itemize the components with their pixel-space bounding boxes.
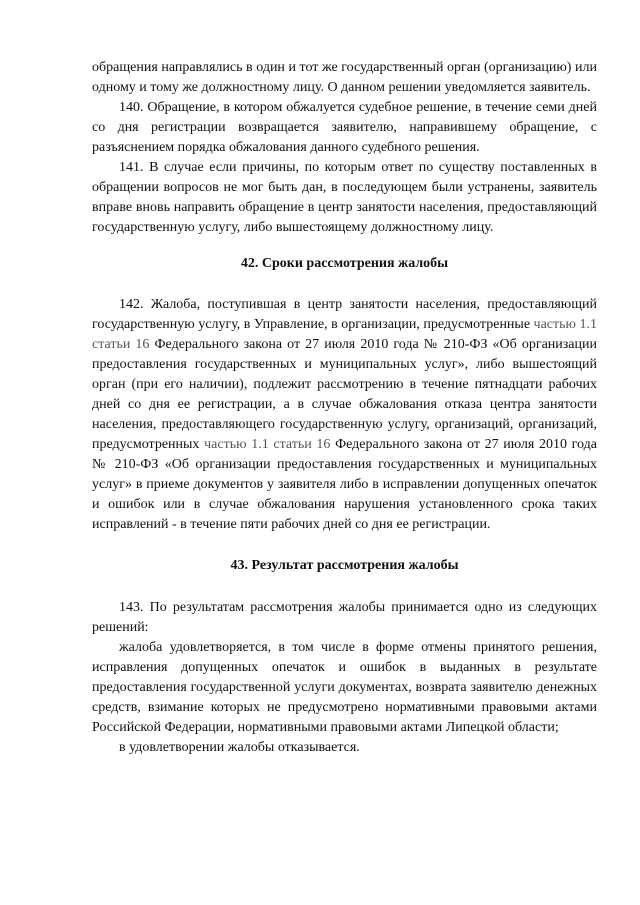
section-heading-43: 43. Результат рассмотрения жалобы: [230, 558, 459, 573]
paragraph-continued: обращения направлялись в один и тот же государственный орган (организацию) или одному и тому же должностному лицу. О данном решении уведомляется заявитель.: [92, 60, 597, 95]
law-reference-link-1[interactable]: частью 1.1 статьи 16: [92, 317, 597, 352]
paragraph-141: 141. В случае если причины, по которым ответ по существу поставленных в обращении вопросов не мог быть дан, в последующем были устранены, заявитель вправе вновь направить обращение в центр занятости населения, предоставляющий государственную услугу, либо вышестоящему должностному лицу.: [92, 160, 597, 235]
paragraph-143-option-1: жалоба удовлетворяется, в том числе в форме отмены принятого решения, исправления допущенных опечаток и ошибок в выданных в результате предоставления государственной услуги документах, возврата заявителю денежных средств, взимание которых не предусмотрено нормативными правовыми актами Российской Федерации, нормативными правовыми актами Липецкой области;: [92, 640, 597, 735]
paragraph-140: 140. Обращение, в котором обжалуется судебное решение, в течение семи дней со дня регистрации возвращается заявителю, направившему обращение, с разъяснением порядка обжалования данного судебного решения.: [92, 100, 597, 155]
paragraph-142-text-c: Федерального закона от 27 июля 2010 года № 210-ФЗ «Об организации предоставления государственных и муниципальных услуг» в приеме документов у заявителя либо в исправлении допущенных опечаток и ошибок или в случае обжалования нарушения установленного срока таких исправлений - в течение пяти рабочих дней со дня ее регистрации.: [92, 437, 597, 532]
paragraph-142-text-a: 142. Жалоба, поступившая в центр занятости населения, предоставляющий государственную услугу, в Управление, в организации, предусмотренные: [92, 297, 597, 332]
document-page: [92, 58, 597, 758]
section-heading-42: 42. Сроки рассмотрения жалобы: [240, 256, 449, 271]
paragraph-143: 143. По результатам рассмотрения жалобы принимается одно из следующих решений:: [92, 600, 597, 635]
paragraph-142-text-b: Федерального закона от 27 июля 2010 года № 210-ФЗ «Об организации предоставления государственных и муниципальных услуг», либо вышестоящий орган (при его наличии), подлежит рассмотрению в течение пятнадцати рабочих дней со дня ее регистрации, а в случае обжалования отказа центра занятости населения, предоставляющего государственную услугу, организаций, организаций, предусмотренных: [92, 337, 597, 452]
paragraph-142: [92, 295, 597, 535]
law-reference-link-2[interactable]: частью 1.1 статьи 16: [204, 437, 331, 452]
paragraph-143-option-2: в удовлетворении жалобы отказывается.: [119, 740, 360, 755]
